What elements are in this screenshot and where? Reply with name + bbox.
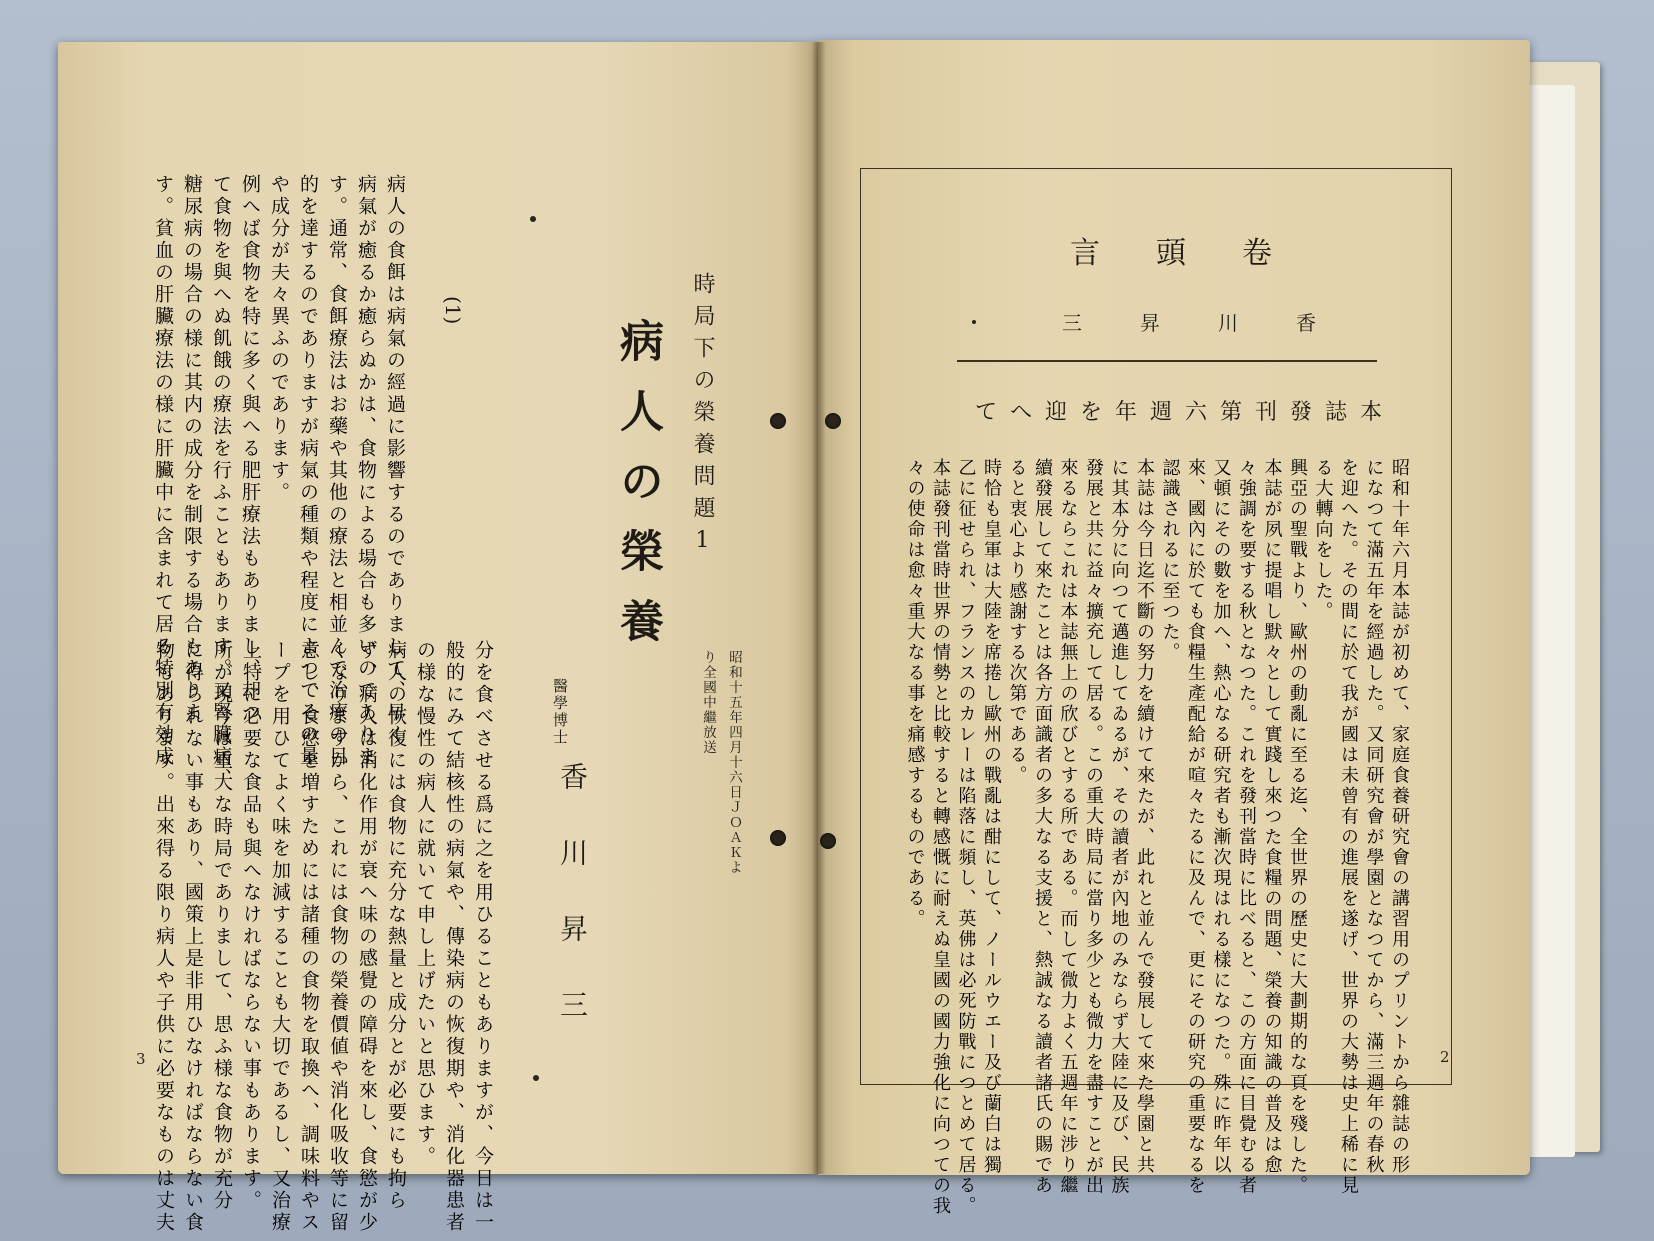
body-column: 意し、食慾を増すためには諸種の食物を取換へ、調味料やス	[298, 640, 320, 1234]
body-column: 病氣が癒るか癒らぬかは、食物による場合も多いのでありま	[355, 174, 377, 768]
body-column: 般的にみて結核性の病氣や、傳染病の恢復期や、消化器患者	[443, 640, 465, 1234]
body-column: 認識されるに至つた。	[1159, 458, 1181, 663]
body-column: 本誌が夙に提唱し默々として實踐し來つた食糧の問題、榮養の知識の普及は愈	[1261, 458, 1283, 1176]
body-upper	[152, 174, 407, 790]
body-column: 來るならこれは本誌無上の欣びとする所である。而して微力よく五週年に涉り繼	[1057, 458, 1079, 1196]
body-column: 時恰も皇軍は大陸を席捲し歐州の戰亂は酣にして、ノールウエー及び蘭白は獨	[981, 458, 1002, 1176]
body-column: になつて滿五年を經過した。又同研究會が學園となつてから、滿三週年の春秋	[1363, 458, 1385, 1176]
body-lower	[150, 640, 495, 1234]
binding-hole	[820, 833, 836, 849]
body-column: す。貧血の肝臟療法の様に肝臟中に含まれて居る特別有効成	[152, 174, 174, 768]
body-column: 分を食べさせる爲に之を用ひることもありますが、今日は一	[472, 640, 494, 1234]
body-column: ープを用ひてよく味を加減することも大切であるし、又治療	[269, 640, 291, 1234]
body-column: 病人の恢復には食物に充分な熱量と成分とが必要にも拘ら	[385, 640, 407, 1212]
body-column: 病人の食餌は病氣の經過に影響するのでありまして、早く	[384, 174, 406, 746]
ink-dot	[972, 320, 976, 324]
body-column: 續發展して來たことは各方面識者の多大なる支援と、熱誠なる讀者諸氏の賜であ	[1032, 458, 1053, 1196]
body-column: に其本分に向つて邁進してゐるが、その讀者が內地のみならず大陸に及び、民族	[1108, 458, 1130, 1196]
editorial-body	[901, 458, 1411, 1217]
body-column: す。通常、食餌療法はお藥や其他の療法と相並んで治療の目	[326, 174, 348, 768]
ink-dot	[533, 1075, 539, 1081]
series-title: 時局下の榮養問題1	[690, 272, 715, 563]
body-column: ると衷心より感謝する次第である。	[1006, 458, 1028, 786]
section-number: (1)	[441, 296, 465, 325]
page-number-right: 2	[1440, 1048, 1450, 1066]
body-column: る大轉向をした。	[1312, 458, 1334, 622]
binding-hole	[770, 413, 786, 429]
body-column: 本誌は今日迄不斷の努力を續けて來たが、此れと並んで發展して來た學園と共	[1134, 458, 1155, 1176]
body-column: 糖尿病の場合の様に其内の成分を制限する場合もありま	[181, 174, 203, 724]
editorial-author: 香川昇三	[1062, 311, 1374, 335]
body-column: 物もあります。出來得る限り病人や子供に必要なものは丈夫	[153, 640, 175, 1234]
body-column: 昭和十年六月本誌が初めて、家庭食養研究會の講習用のプリントから雜誌の形	[1389, 458, 1410, 1176]
book-gutter	[812, 42, 826, 1174]
body-column: ず、病人は消化作用が衰へ味の感覺の障碍を來し、食慾が少	[356, 640, 378, 1234]
page-number-left: 3	[136, 1050, 146, 1068]
body-column: 來、國內に於ても食糧生產配給が喧々たるに及んで、更にその研究の重要なるを	[1185, 458, 1206, 1196]
body-column: 乙に征せられ、フランスのカレーは陷落に頻し、英佛は必死防戰につとめて居る。	[955, 458, 977, 1217]
body-column: を迎へた。その間に於て我が國は未曾有の進展を遂げ、世界の大勢は史上稀に見	[1338, 458, 1359, 1196]
body-column: 上特に必要な食品も與へなければならない事もあります。	[240, 640, 262, 1212]
author-name: 香川昇三	[556, 762, 589, 1066]
editorial-subtitle: 本誌發刊第六週年を迎へて	[975, 400, 1396, 425]
article-title: 病人の榮養	[612, 318, 663, 668]
body-column: くなりますから、これには食物の榮養價値や消化吸收等に留	[327, 640, 349, 1234]
body-column: 例へば食物を特に多く與へる肥肝療法もありまし、却つ	[239, 174, 261, 724]
body-column: 本誌發刊當時世界の情勢と比較すると轉感慨に耐えぬ皇國の國力強化に向つての我	[930, 458, 951, 1217]
body-column: 發展と共に益々擴充して居る。この重大時局に當り多少とも微力を盡すことが出	[1083, 458, 1104, 1196]
binding-hole	[825, 413, 841, 429]
author-degree: 醫學博士	[551, 678, 569, 746]
body-column: 々強調を要する秋となつた。これを發刊當時に比べると、この方面に目覺むる者	[1236, 458, 1257, 1196]
body-column: 々の使命は愈々重大なる事を痛感するものである。	[904, 458, 926, 930]
broadcast-note: 昭和十五年四月十六日ＪＯＡＫより全國中繼放送	[700, 650, 742, 875]
body-column: の様な慢性の病人に就いて申し上げたいと思ひます。	[414, 640, 436, 1168]
editorial-heading: 卷頭言	[1070, 236, 1328, 271]
ink-dot	[530, 216, 536, 222]
body-column: 的を達するのでありますが病氣の種類や程度によつてその量	[297, 174, 319, 768]
binding-hole	[770, 830, 786, 846]
body-column: 又頓にその數を加へ、熱心なる研究者も漸次現はれる樣になつた。殊に昨年以	[1210, 458, 1232, 1176]
heading-rule	[957, 360, 1377, 362]
body-column: に得られない事もあり、國策上是非用ひなければならない食	[182, 640, 204, 1234]
body-column: て食物を與へぬ飢餓の療法を行ふこともあります。又腎臟病、	[210, 174, 232, 790]
body-column: や成分が夫々異ふのであります。	[268, 174, 290, 504]
body-column: 所が現今は重大な時局でありまして、思ふ様な食物が充分	[211, 640, 233, 1212]
body-column: 興亞の聖戰より、歐州の動亂に至る迄、全世界の歷史に大劃期的な頁を殘した。	[1287, 458, 1308, 1196]
